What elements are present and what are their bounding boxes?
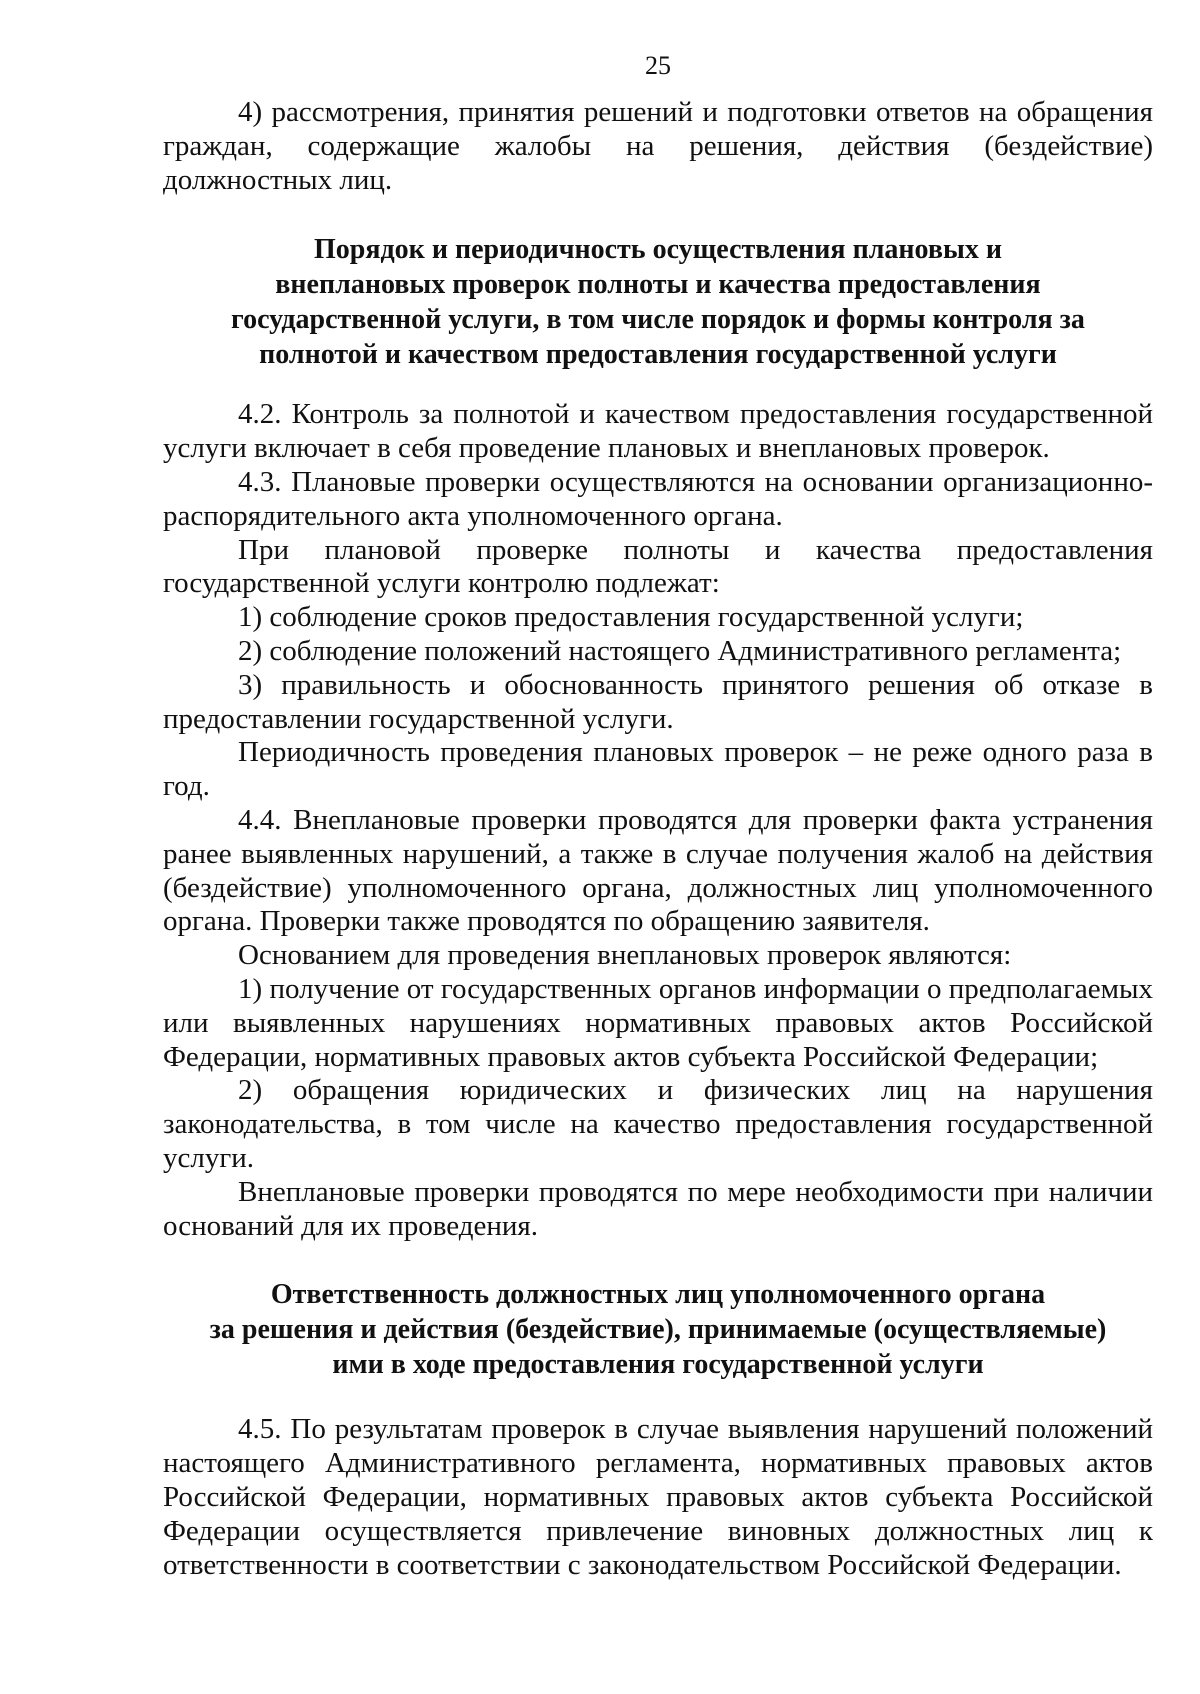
list-item-1: 1) соблюдение сроков предоставления государственной услуги; xyxy=(238,601,1024,634)
paragraph-4-4: 4.4. Внеплановые проверки проводятся для проверки факта устранения ранее выявленных нарушений, а также в случае получения жалоб на действия (бездействие) уполномоченного органа, должностных лиц уполномоченного органа. Проверки также проводятся по обращению заявителя. xyxy=(163,803,1153,938)
paragraph-unplanned-when: Внеплановые проверки проводятся по мере необходимости при наличии оснований для их проведения. xyxy=(163,1175,1153,1242)
paragraph-planned-scope: При плановой проверке полноты и качества предоставления государственной услуги контролю подлежат: xyxy=(163,533,1153,600)
paragraph-4-3: 4.3. Плановые проверки осуществляются на основании организационно-распорядительного акта уполномоченного органа. xyxy=(163,465,1153,532)
heading-line: Порядок и периодичность осуществления плановых и xyxy=(314,234,1002,266)
paragraph-intro-item-4: 4) рассмотрения, принятия решений и подготовки ответов на обращения граждан, содержащие жалобы на решения, действия (бездействие) должностных лиц. xyxy=(163,96,1153,196)
paragraph-4-5: 4.5. По результатам проверок в случае выявления нарушений положений настоящего Административного регламента, нормативных правовых актов Российской Федерации, нормативных правовых актов субъекта Российской Федерации осуществляется привлечение виновных должностных лиц к ответственности в соответствии с законодательством Российской Федерации. xyxy=(163,1413,1153,1581)
list-item-3: 3) правильность и обоснованность принятого решения об отказе в предоставлении государственной услуги. xyxy=(163,668,1153,735)
section-heading-responsibility xyxy=(163,1277,1153,1382)
paragraph-grounds: Основанием для проведения внеплановых проверок являются: xyxy=(238,939,1012,972)
paragraph-4-2: 4.2. Контроль за полнотой и качеством предоставления государственной услуги включает в себя проведение плановых и внеплановых проверок. xyxy=(163,398,1153,465)
heading-line: за решения и действия (бездействие), принимаемые (осуществляемые) xyxy=(209,1314,1107,1346)
heading-line: внеплановых проверок полноты и качества предоставления xyxy=(275,269,1041,301)
section-heading-inspections xyxy=(163,232,1153,372)
document-page xyxy=(163,50,1153,1582)
list-item-2: 2) соблюдение положений настоящего Административного регламента; xyxy=(238,634,1122,667)
page-number: 25 xyxy=(645,51,671,80)
grounds-item-1: 1) получение от государственных органов информации о предполагаемых или выявленных нарушениях нормативных правовых актов Российской Федерации, нормативных правовых актов субъекта Российской Федерации; xyxy=(163,972,1153,1073)
heading-line: Ответственность должностных лиц уполномоченного органа xyxy=(270,1279,1046,1311)
grounds-item-2: 2) обращения юридических и физических лиц на нарушения законодательства, в том числе на качество предоставления государственной услуги. xyxy=(163,1074,1153,1174)
paragraph-periodicity: Периодичность проведения плановых проверок – не реже одного раза в год. xyxy=(163,736,1153,803)
heading-line: ими в ходе предоставления государственной услуги xyxy=(332,1349,984,1381)
heading-line: государственной услуги, в том числе порядок и формы контроля за xyxy=(231,304,1085,336)
heading-line: полнотой и качеством предоставления государственной услуги xyxy=(259,339,1057,371)
